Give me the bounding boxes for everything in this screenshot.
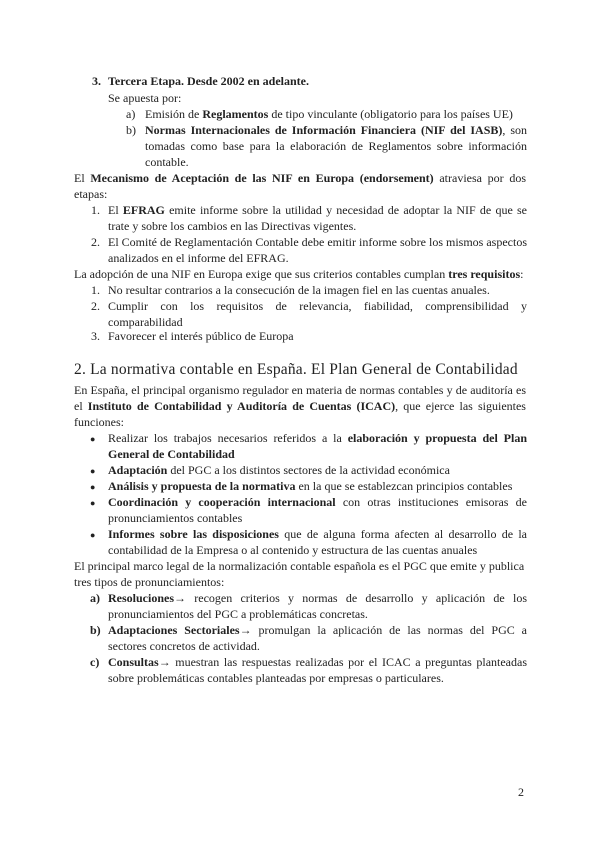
list-marker: 3. [91,329,100,343]
paragraph-adopcion: La adopción de una NIF en Europa exige que sus criterios contables cumplan tres requisitos: [74,267,524,281]
list-marker: b) [90,623,101,637]
list-item: Favorecer el interés público de Europa [108,329,294,343]
list-marker: b) [126,123,136,137]
list-item: El Comité de Reglamentación Contable debe emitir informe sobre los mismos aspectos analizados en el informe del EFRAG. [108,235,527,265]
list-item: Emisión de Reglamentos de tipo vinculante (obligatorio para los países UE) [145,107,513,121]
list-item: Coordinación y cooperación internacional con otras instituciones emisoras de pronunciamientos contables [108,495,528,525]
list-item: Adaptaciones Sectoriales→ promulgan la aplicación de las normas del PGC a sectores concretos de actividad. [108,623,527,653]
list-item: Normas Internacionales de Información Financiera (NIF del IASB), son tomadas como base para la elaboración de Reglamentos sobre información contable. [145,123,527,169]
bullet-icon: ● [90,434,96,444]
list-marker: 2. [91,235,100,249]
list-item: Consultas→ muestran las respuestas realizadas por el ICAC a preguntas planteadas sobre problemáticas contables planteadas por empresas o particulares. [108,655,527,685]
list-marker: 1. [91,203,100,217]
list-marker: 1. [91,283,100,297]
arrow-icon: → [174,591,186,605]
bullet-icon: ● [90,530,96,540]
list-marker: a) [90,591,100,605]
paragraph-pgc: El principal marco legal de la normalización contable española es el PGC que emite y publica tres tipos de pronunciamientos: [74,559,525,589]
list-item: Realizar los trabajos necesarios referidos a la elaboración y propuesta del Plan General de Contabilidad [108,431,527,461]
bullet-icon: ● [90,482,96,492]
list-marker: 2. [91,299,100,313]
list-item: No resultar contrarios a la consecución de la imagen fiel en las cuentas anuales. [108,283,490,297]
list-item: Resoluciones→ recogen criterios y normas de desarrollo y aplicación de los pronunciamientos del PGC a problemáticas concretas. [108,591,527,621]
list-item: Adaptación del PGC a los distintos sectores de la actividad económica [108,463,450,477]
bullet-icon: ● [90,498,96,508]
list-item: El EFRAG emite informe sobre la utilidad y necesidad de adoptar la NIF de que se trate y sobre los cambios en las Directivas vigentes. [108,203,527,233]
list-item: Cumplir con los requisitos de relevancia, fiabilidad, comprensibilidad y comparabilidad [108,299,527,329]
bullet-icon: ● [90,466,96,476]
list-item: Análisis y propuesta de la normativa en la que se establezcan principios contables [108,479,513,493]
list-marker: 3. [92,74,101,88]
arrow-icon: → [239,623,252,637]
arrow-icon: → [158,655,171,669]
list-marker: c) [90,655,100,669]
section-heading: 2. La normativa contable en España. El Plan General de Contabilidad [74,361,518,378]
paragraph-icac: En España, el principal organismo regulador en materia de normas contables y de auditoría es el Instituto de Contabilidad y Auditoría de Cuentas (ICAC), que ejerce las siguientes funciones: [74,383,526,429]
etapa-title: Tercera Etapa. Desde 2002 en adelante. [108,74,309,88]
page-number: 2 [518,785,524,799]
etapa-intro: Se apuesta por: [108,91,182,105]
list-item: Informes sobre las disposiciones que de alguna forma afecten al desarrollo de la contabilidad de la Empresa o al contenido y estructura de las cuentas anuales [108,527,527,557]
list-marker: a) [126,107,136,121]
paragraph-mecanismo: El Mecanismo de Aceptación de las NIF en Europa (endorsement) atraviesa por dos etapas: [74,171,527,201]
